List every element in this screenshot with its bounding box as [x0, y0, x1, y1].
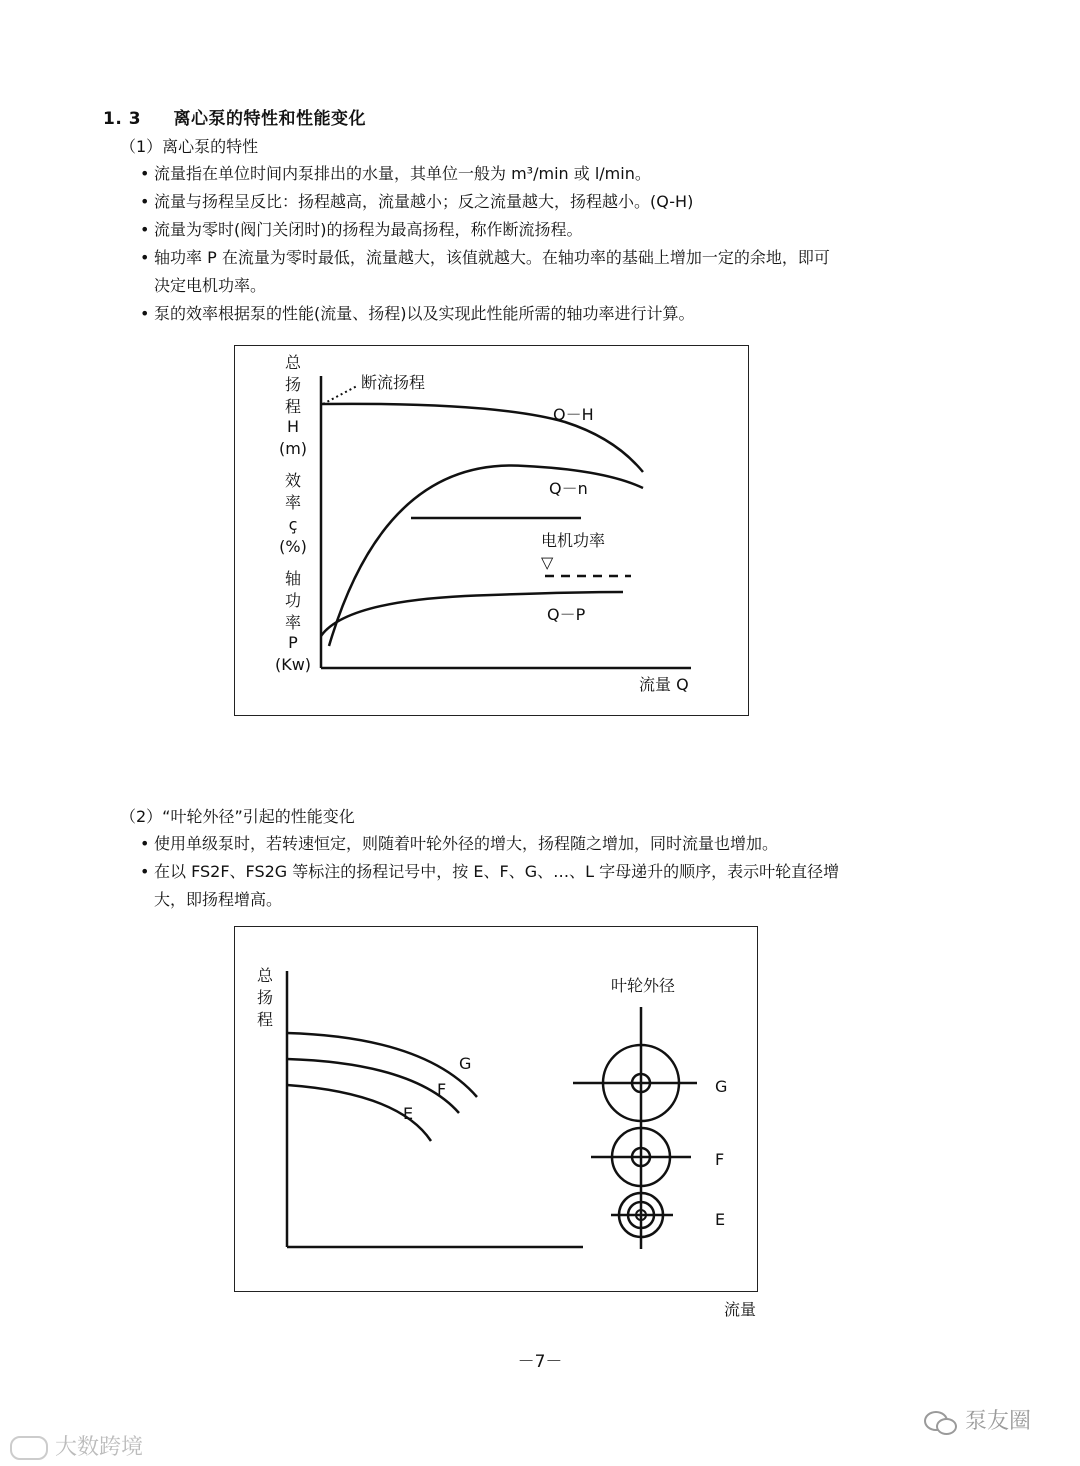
figure-1-svg [235, 346, 748, 715]
curve-label-g: G [459, 1054, 472, 1073]
svg-text:功: 功 [284, 591, 302, 610]
section-heading [103, 104, 366, 129]
brand-logo-icon [10, 1436, 48, 1460]
figure-pump-characteristics [234, 345, 749, 716]
svg-text:率: 率 [284, 613, 302, 632]
triangle-marker-icon: ▽ [541, 553, 554, 572]
shutoff-leader [323, 386, 357, 404]
figure-impeller-diameter [234, 926, 758, 1292]
watermark-left-text: 大数跨境 [55, 1435, 144, 1460]
svg-text:率: 率 [284, 493, 302, 512]
list-item: • 使用单级泵时，若转速恒定，则随着叶轮外径的增大，扬程随之增加，同时流量也增加。 [140, 834, 779, 853]
list-item: • 流量为零时(阀门关闭时)的扬程为最高扬程，称作断流扬程。 [140, 220, 583, 239]
impeller-label-e: E [715, 1210, 726, 1229]
svg-text:轴: 轴 [284, 569, 302, 588]
figure-2-x-label: 流量 [724, 1300, 757, 1319]
part1-heading: （1）离心泵的特性 [120, 137, 259, 156]
bullet-list-2 [140, 830, 839, 914]
svg-text:(Kw): (Kw) [274, 655, 312, 674]
shutoff-label: 断流扬程 [361, 373, 426, 392]
list-item: • 在以 FS2F、FS2G 等标注的扬程记号中，按 E、F、G、…、L 字母递升的顺序，表示叶轮直径增 [140, 862, 840, 881]
svg-text:扬: 扬 [256, 988, 274, 1007]
list-item: • 泵的效率根据泵的性能(流量、扬程)以及实现此性能所需的轴功率进行计算。 [140, 304, 695, 323]
svg-text:总: 总 [284, 353, 302, 372]
curve-f [287, 1059, 459, 1113]
svg-text:ç: ç [288, 515, 298, 534]
curve-label-e: E [403, 1104, 414, 1123]
list-item: • 流量指在单位时间内泵排出的水量，其单位一般为 m³/min 或 l/min。 [140, 164, 651, 183]
curve-label-f: F [437, 1080, 447, 1099]
list-item: • 流量与扬程呈反比：扬程越高，流量越小；反之流量越大，扬程越小。(Q-H) [140, 192, 694, 211]
watermark-left [10, 1430, 143, 1461]
svg-text:(%): (%) [279, 537, 307, 556]
svg-text:程: 程 [284, 397, 302, 416]
y-axis-label [275, 353, 311, 674]
svg-text:(m): (m) [278, 439, 308, 458]
curve-q-efficiency [329, 466, 643, 647]
svg-text:H: H [286, 417, 300, 436]
list-item: • 轴功率 P 在流量为零时最低，流量越大，该值就越大。在轴功率的基础上增加一定的余地，即可 [140, 248, 830, 267]
list-item-continuation: 决定电机功率。 [154, 276, 267, 295]
part2-heading: （2）“叶轮外径”引起的性能变化 [120, 807, 355, 826]
x-axis-label: 流量 Q [639, 675, 689, 694]
svg-text:程: 程 [256, 1010, 274, 1029]
impeller-title: 叶轮外径 [610, 976, 676, 995]
page-number: －7－ [517, 1352, 563, 1372]
label-q-p: Q－P [547, 605, 586, 624]
label-q-h: Q－H [553, 405, 594, 424]
watermark-right [922, 1404, 1031, 1435]
svg-text:P: P [288, 633, 298, 652]
impeller-label-f: F [715, 1150, 725, 1169]
section-title: 离心泵的特性和性能变化 [173, 109, 366, 129]
section-number: 1. 3 [103, 109, 142, 129]
wechat-logo-icon [922, 1409, 958, 1435]
watermark-right-text: 泵友圈 [965, 1409, 1032, 1434]
label-q-efficiency: Q－n [549, 479, 588, 498]
bullet-list-1 [140, 160, 830, 328]
svg-text:效: 效 [284, 471, 302, 490]
y-axis-label [257, 966, 274, 1029]
svg-text:总: 总 [256, 966, 274, 985]
impeller-label-g: G [715, 1077, 728, 1096]
figure-2-svg [235, 927, 757, 1291]
svg-text:扬: 扬 [284, 375, 302, 394]
label-motor-power: 电机功率 [541, 531, 606, 550]
curve-q-h [321, 404, 643, 472]
list-item-continuation: 大，即扬程增高。 [154, 890, 283, 909]
